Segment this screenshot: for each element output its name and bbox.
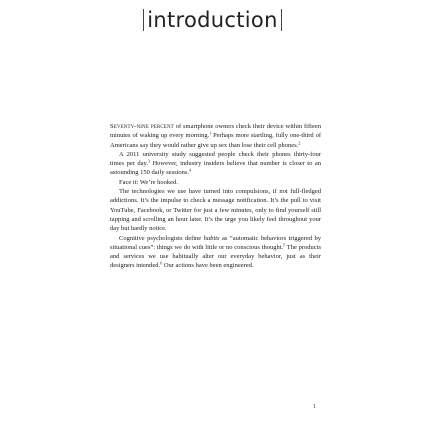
paragraph <box>110 150 321 178</box>
text-run: Our actions have been engineered. <box>162 262 254 270</box>
text-run: as “automatic behaviors triggered by situational cues”: things we do with little or no conscious thought. <box>110 234 321 251</box>
title-right-bar <box>281 9 283 31</box>
chapter-title <box>0 8 425 32</box>
footnote-marker: 3 <box>147 158 150 164</box>
body-text <box>110 122 321 271</box>
text-run: The technologies we use have turned into compulsions, if not full-fledged addictions. It’s the impulse to check a message notification. It’s the pull to visit YouTube, Facebook, or Twitter for just a few minutes, only to find yourself still tapping and scrolling an hour later. It’s the urge you likely feel throughout your day but hardly notice. <box>110 188 321 233</box>
footnote-marker: 6 <box>160 260 163 266</box>
text-run: Cognitive psychologists define <box>119 234 204 242</box>
lead-in-text: Seventy-nine percent <box>110 123 174 130</box>
footnote-marker: 1 <box>209 130 212 136</box>
paragraph <box>110 122 321 150</box>
text-run: However, industry insiders believe that number is closer to an astounding 150 daily sessions. <box>110 160 321 177</box>
text-run: Face it: We’re hooked. <box>119 178 178 186</box>
text-run: A 2011 university study suggested people check their phones thirty-four times per day. <box>110 150 321 168</box>
text-run: of smartphone owners check their device within fifteen minutes of waking up every morning. <box>110 123 321 140</box>
italic-term: habits <box>203 234 220 242</box>
page-number: 1 <box>313 404 316 410</box>
paragraph <box>110 178 321 187</box>
footnote-marker: 4 <box>189 167 192 173</box>
paragraph <box>110 234 321 271</box>
paragraph <box>110 187 321 233</box>
chapter-title-text: introduction <box>147 8 278 32</box>
title-left-bar <box>143 9 145 31</box>
footnote-marker: 2 <box>298 140 301 146</box>
text-run: The products and services we use habitually alter our everyday behavior, just as their designers intended. <box>110 243 322 270</box>
text-run: Perhaps more startling, fully one-third of Americans say they would rather give up sex than lose their cell phones. <box>110 132 321 149</box>
footnote-marker: 5 <box>283 242 286 248</box>
